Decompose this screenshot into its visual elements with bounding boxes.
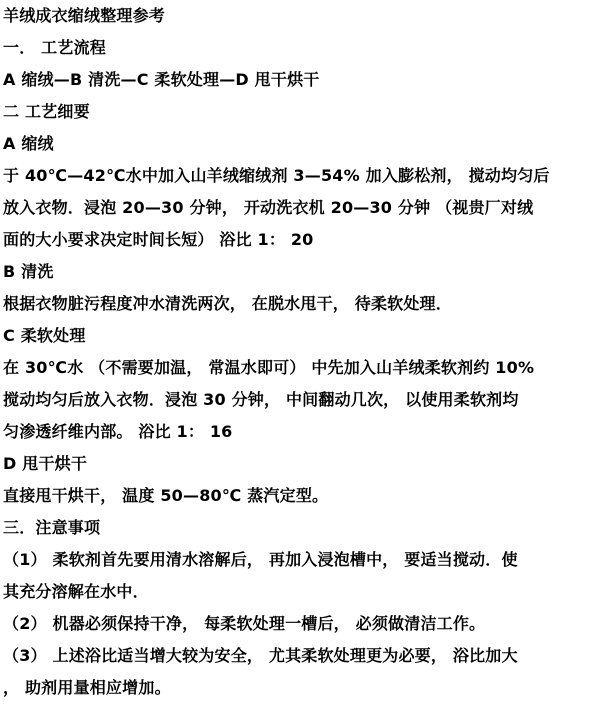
section1-heading: 一． 工艺流程 [3,38,106,57]
step-c-heading: C 柔软处理 [3,326,86,345]
step-a-line-3: 面的大小要求决定时间长短） 浴比 1： 20 [3,230,314,249]
step-c-line-2: 搅动均匀后放入衣物．浸泡 30 分钟， 中间翻动几次， 以使用柔软剂均 [3,390,519,409]
document-page [3,0,597,704]
step-d-heading: D 甩干烘干 [3,454,88,473]
step-c-line-3: 匀渗透纤维内部。 浴比 1： 16 [3,422,233,441]
step-d-line-1: 直接甩干烘干， 温度 50—80℃ 蒸汽定型。 [3,486,329,505]
note-line-3: （2） 机器必须保持干净， 每柔软处理一槽后， 必须做清洁工作。 [3,614,486,633]
section2-heading: 二 工艺细要 [3,102,90,121]
process-flow: A 缩绒—B 清洗—C 柔软处理—D 甩干烘干 [3,70,320,89]
step-a-line-1: 于 40℃—42℃水中加入山羊绒缩绒剂 3—54% 加入膨松剂， 搅动均匀后 [3,166,550,185]
step-b-heading: B 清洗 [3,262,54,281]
note-line-5: ， 助剂用量相应增加。 [3,678,171,697]
step-a-line-2: 放入衣物．浸泡 20—30 分钟， 开动洗衣机 20—30 分钟 （视贵厂对绒 [3,198,534,217]
note-line-2: 其充分溶解在水中． [3,582,149,601]
step-a-heading: A 缩绒 [3,134,54,153]
step-b-line-1: 根据衣物脏污程度冲水清洗两次， 在脱水甩干， 待柔软处理． [3,294,452,313]
document-title: 羊绒成衣缩绒整理参考 [3,6,166,25]
step-c-line-1: 在 30℃水 （不需要加温， 常温水即可） 中先加入山羊绒柔软剂约 10% [3,358,535,377]
note-line-4: （3） 上述浴比适当增大较为安全， 尤其柔软处理更为必要， 浴比加大 [3,646,518,665]
note-line-1: （1） 柔软剂首先要用清水溶解后， 再加入浸泡槽中， 要适当搅动．使 [3,550,518,569]
section3-heading: 三．注意事项 [3,518,101,537]
